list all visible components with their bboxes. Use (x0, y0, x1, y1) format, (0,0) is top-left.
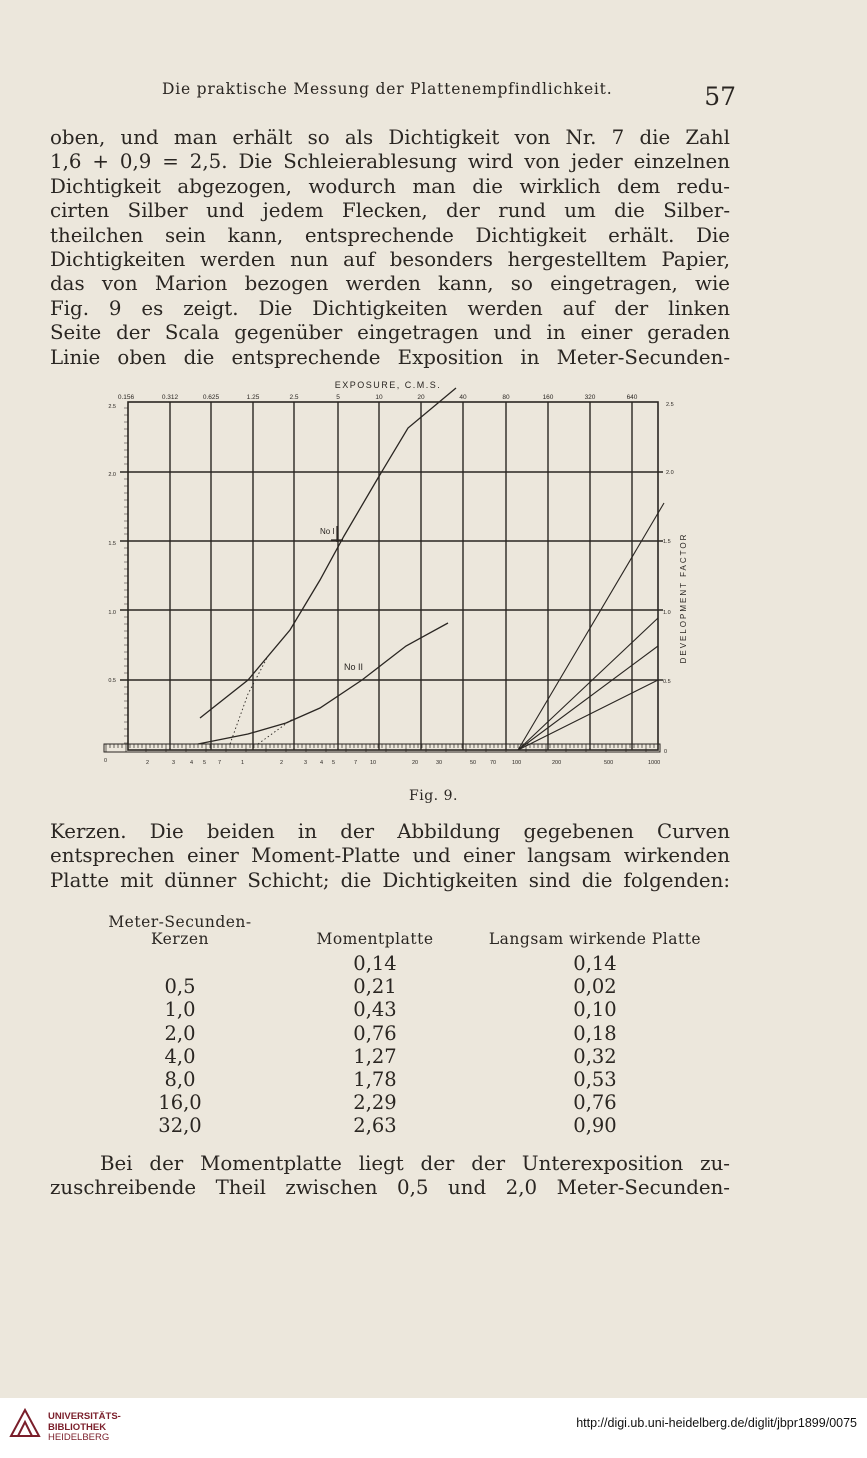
bottom-tick-label: 4 (320, 760, 324, 766)
left-tick-label: 2.0 (108, 472, 116, 478)
table-cell: 0,76 (573, 1091, 617, 1115)
text-line: Dichtigkeit abgezogen, wodurch man die wirklich dem redu- (50, 174, 730, 198)
table-cell: 0,76 (353, 1021, 397, 1045)
col-header-exposure: Meter-Secunden-Kerzen (108, 913, 252, 948)
table-row (90, 1091, 710, 1114)
bottom-tick-label: 10 (370, 760, 377, 766)
right-tick-label: 1.0 (663, 610, 671, 616)
curve-no-1 (200, 388, 456, 718)
table-cell: 0,14 (353, 952, 397, 975)
table-cell: 2,0 (164, 1021, 196, 1045)
page-number: 57 (704, 82, 736, 111)
vertical-gridlines (170, 402, 632, 750)
bottom-tick-label: 30 (436, 760, 443, 766)
right-tick-label: 2.5 (666, 402, 674, 408)
bottom-tick-label: 50 (470, 760, 477, 766)
table-cell: 0,53 (573, 1068, 617, 1092)
page-header (100, 80, 740, 111)
table-row (90, 952, 710, 975)
figure-9-chart (98, 378, 708, 773)
development-line-3 (518, 646, 658, 750)
table-cell: 4,0 (164, 1044, 196, 1068)
right-tick-label: 2.0 (666, 470, 674, 476)
library-logo-icon (8, 1406, 42, 1440)
text-line: das von Marion bezogen werden kann, so eingetragen, wie (50, 272, 730, 296)
bottom-tick-label: 0 (104, 758, 108, 764)
top-tick-label: 2.5 (289, 394, 299, 401)
bottom-tick-label: 2 (280, 760, 284, 766)
tangent-line-dotted-1 (230, 656, 268, 744)
left-tick-label: 2.5 (108, 404, 116, 410)
top-tick-label: 0.312 (161, 394, 179, 401)
text-line: theilchen sein kann, entsprechende Dichtigkeit erhält. Die (50, 223, 730, 247)
table-cell: 8,0 (164, 1068, 196, 1092)
paragraph-3 (50, 1152, 730, 1201)
top-tick-label: 20 (417, 394, 425, 401)
right-axis-title: DEVELOPMENT FACTOR (679, 532, 688, 664)
bottom-tick-label: 7 (218, 760, 222, 766)
bottom-tick-label: 1 (241, 760, 245, 766)
table-row (90, 1045, 710, 1068)
bottom-tick-label: 3 (304, 760, 308, 766)
bottom-tick-label: 2 (146, 760, 150, 766)
library-logo-text (48, 1412, 121, 1444)
running-title: Die praktische Messung der Plattenempfindlichkeit. (162, 80, 613, 98)
source-url-link[interactable]: http://digi.ub.uni-heidelberg.de/diglit/jbpr1899/0075 (576, 1416, 857, 1430)
text-line: cirten Silber und jedem Flecken, der rund um die Silber- (50, 199, 730, 223)
text-line: Dichtigkeiten werden nun auf besonders hergestelltem Papier, (50, 248, 730, 272)
logo-line: BIBLIOTHEK (48, 1421, 107, 1433)
text-line: Seite der Scala gegenüber eingetragen und in einer geraden (50, 321, 730, 345)
table-cell: 0,43 (353, 998, 397, 1022)
top-tick-label: 80 (502, 394, 510, 401)
top-tick-label: 40 (459, 394, 467, 401)
right-tick-label: 1.5 (663, 539, 671, 545)
bottom-tick-label: 1000 (648, 760, 661, 766)
left-tick-label: 1.5 (108, 541, 116, 547)
table-row (90, 1114, 710, 1137)
col-header-slow: Langsam wirkende Platte (488, 930, 702, 948)
table-cell: 1,78 (353, 1068, 397, 1092)
left-tick-label: 1.0 (108, 610, 116, 616)
col-header-moment: Momentplatte (316, 930, 434, 948)
table-cell: 32,0 (158, 1114, 202, 1138)
text-line: 1,6 + 0,9 = 2,5. Die Schleierablesung wird von jeder einzelnen (50, 150, 730, 174)
top-tick-label: 320 (584, 394, 596, 401)
logo-line: HEIDELBERG (48, 1432, 110, 1443)
paragraph-1 (50, 126, 730, 370)
table-row (90, 1022, 710, 1045)
development-line-2 (518, 618, 658, 750)
bottom-tick-label: 4 (190, 760, 194, 766)
text-line: entsprechen einer Moment-Platte und einer langsam wirkenden (50, 844, 730, 868)
table-row (90, 1068, 710, 1091)
table-cell: 0,14 (573, 952, 617, 975)
text-line: Linie oben die entsprechende Exposition in Meter-Secunden- (50, 345, 730, 369)
curve-no-2 (198, 623, 448, 744)
table-cell: 0,02 (573, 975, 617, 999)
left-tick-label: 0.5 (108, 678, 116, 684)
figure-caption: Fig. 9. (409, 788, 458, 804)
top-tick-label: 640 (626, 394, 638, 401)
table-row (90, 998, 710, 1021)
bottom-tick-label: 7 (354, 760, 358, 766)
text-line: oben, und man erhält so als Dichtigkeit von Nr. 7 die Zahl (50, 126, 730, 149)
horizontal-gridlines (120, 472, 663, 680)
table-cell: 0,18 (573, 1021, 617, 1045)
bottom-tick-label: 5 (332, 760, 336, 766)
table-cell (90, 952, 270, 975)
bottom-tick-label: 100 (512, 760, 522, 766)
table-cell: 1,0 (164, 998, 196, 1022)
curve-label-no-1: No I (320, 527, 335, 536)
top-tick-label: 0.156 (117, 394, 135, 401)
top-tick-label: 10 (375, 394, 383, 401)
top-tick-label: 0.625 (202, 394, 220, 401)
text-line: Bei der Momentplatte liegt der der Unterexposition zu- (100, 1152, 730, 1175)
table-cell: 0,32 (573, 1044, 617, 1068)
text-line: zuschreibende Theil zwischen 0,5 und 2,0 Meter-Secunden- (50, 1176, 730, 1200)
table-row (90, 975, 710, 998)
table-cell: 2,29 (353, 1091, 397, 1115)
table-cell: 2,63 (353, 1114, 397, 1138)
bottom-tick-label: 70 (490, 760, 497, 766)
text-line: Fig. 9 es zeigt. Die Dichtigkeiten werden auf der linken (50, 296, 730, 320)
curve-label-no-2: No II (344, 662, 364, 672)
top-tick-label: 160 (542, 394, 554, 401)
logo-line: UNIVERSITÄTS- (48, 1411, 121, 1422)
bottom-tick-label: 200 (552, 760, 562, 766)
bottom-tick-label: 3 (172, 760, 176, 766)
top-tick-label: 5 (336, 394, 340, 401)
density-table (90, 914, 710, 1138)
paragraph-2 (50, 820, 730, 893)
table-cell: 0,21 (353, 975, 397, 999)
right-tick-label: 0.5 (663, 679, 671, 685)
text-line: Kerzen. Die beiden in der Abbildung gegebenen Curven (50, 820, 730, 843)
table-cell: 16,0 (158, 1091, 202, 1115)
footer-bar (0, 1398, 867, 1458)
table-header-row (90, 914, 710, 952)
bottom-tick-label: 5 (203, 760, 207, 766)
bottom-tick-label: 500 (604, 760, 614, 766)
table-cell: 0,10 (573, 998, 617, 1022)
table-cell: 0,5 (164, 975, 196, 999)
right-tick-label: 0 (664, 749, 668, 755)
top-tick-label: 1.25 (246, 394, 260, 401)
text-line: Platte mit dünner Schicht; die Dichtigkeiten sind die folgenden: (50, 868, 730, 892)
table-cell: 0,90 (573, 1114, 617, 1138)
bottom-tick-label: 20 (412, 760, 419, 766)
top-axis-title: EXPOSURE, C.M.S. (334, 380, 442, 390)
table-cell: 1,27 (353, 1044, 397, 1068)
